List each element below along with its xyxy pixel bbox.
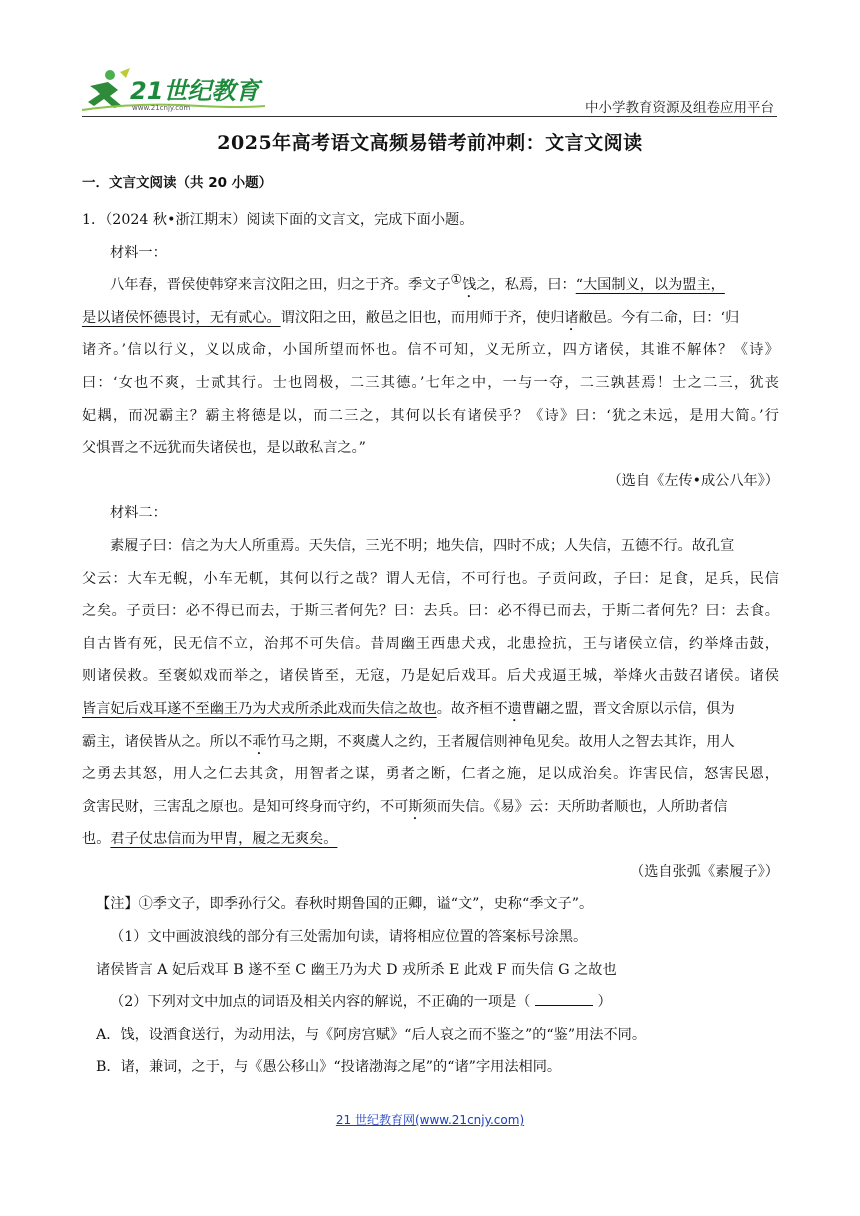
- punctuation-options: 诸侯皆言 A 妃后戏耳 B 遂不至 C 幽王乃为犬 D 戎所杀 E 此戏 F 而失信 G 之故也: [96, 961, 617, 978]
- note-marker: ①: [450, 272, 463, 288]
- logo-url: www.21cnjy.com: [132, 104, 191, 112]
- material1-line: 曰：‘女也不爽，士贰其行。士也罔极，二三其德。’七年之中，一与一夺，二三孰甚焉！士之二三，犹丧: [82, 374, 779, 391]
- source-citation: （选自张弧《素履子》）: [630, 863, 779, 880]
- material2-line: 也。君子仗忠信而为甲胄，履之无爽矣。: [82, 831, 338, 848]
- dotted-word: 斯: [408, 798, 423, 815]
- source-citation: （选自《左传•成公八年》）: [607, 472, 779, 489]
- material1-line: 是以诸侯怀德畏讨，无有贰心。谓汶阳之田，敝邑之旧也，而用师于齐，使归诸敝邑。今有二命，曰：‘归: [82, 309, 740, 326]
- platform-name: 中小学教育资源及组卷应用平台: [585, 100, 774, 116]
- material2-label: 材料二：: [110, 505, 167, 522]
- section-heading: 一．文言文阅读（共 20 小题）: [82, 175, 273, 191]
- page-header: [0, 0, 860, 124]
- material1-line: 父惧晋之不远犹而失诸侯也，是以敢私言之。”: [82, 440, 366, 457]
- logo-text: 21世纪教育: [130, 77, 260, 105]
- page-title: 2025年高考语文高频易错考前冲刺：文言文阅读: [217, 132, 643, 154]
- document-body: [82, 170, 779, 1084]
- underlined-sentence: 君子仗忠信而为甲胄，履之无爽矣。: [110, 831, 338, 848]
- dotted-word: 诸: [564, 309, 579, 326]
- material2-line: 皆言妃后戏耳遂不至幽王乃为犬戎所杀此戏而失信之故也。故齐桓不遗曹翩之盟，晋文舍原以示信，俱为: [82, 700, 735, 717]
- material2-line: 自古皆有死，民无信不立，治邦不可失信。昔周幽王西患犬戎，北患捡抗，王与诸侯立信，约举烽击鼓，: [82, 635, 779, 652]
- underlined-sentence: “大国制义，以为盟主，: [575, 277, 725, 294]
- material2-line: 之矣。子贡曰：必不得已而去，于斯三者何先？曰：去兵。曰：必不得已而去，于斯二者何先？曰：去食。: [82, 603, 779, 620]
- material1-line: 八年春，晋侯使韩穿来言汶阳之田，归之于齐。季文子①饯之，私焉，曰：“大国制义，以为盟主，: [110, 272, 725, 294]
- option-b: B．诸，兼词，之于，与《愚公移山》“投诸渤海之尾”的“诸”字用法相同。: [96, 1059, 562, 1076]
- logo: [80, 66, 265, 112]
- material2-line: 霸主，诸侯皆从之。所以不乖竹马之期，不爽虞人之约，王者履信则神龟见矣。故用人之智去其诈，用人: [82, 733, 735, 750]
- material2-line: 之勇去其怒，用人之仁去其贪，用智者之谋，勇者之断，仁者之施，足以成治矣。诈害民信，怒害民恩，: [82, 766, 779, 783]
- underlined-sentence: 是以诸侯怀德畏讨，无有贰心。: [82, 309, 281, 326]
- dotted-word: 遗: [507, 700, 522, 717]
- sub-question-2: （2）下列对文中加点的词语及相关内容的解说，不正确的一项是（ ）: [82, 986, 779, 1019]
- note-marker: ①: [138, 896, 153, 913]
- material2-line: 贪害民财，三害乱之原也。是知可终身而守约，不可斯须而失信。《易》云：天所助者顺也，人所助者信: [82, 798, 728, 815]
- annotation: 【注】①季文子，即季孙行父。春秋时期鲁国的正卿，谥“文”，史称“季文子”。: [96, 896, 594, 913]
- material2-line: 素履子曰：信之为大人所重焉。天失信，三光不明；地失信，四时不成；人失信，五德不行。故孔宣: [110, 537, 735, 554]
- header-rule: [82, 116, 777, 117]
- sub-question-1: （1）文中画波浪线的部分有三处需加句读，请将相应位置的答案标号涂黑。: [110, 929, 588, 946]
- material1-line: 诸齐。’信以行义，义以成命，小国所望而怀也。信不可知，义无所立，四方诸侯，其谁不解体？《诗》: [82, 342, 779, 359]
- answer-blank[interactable]: [535, 991, 593, 1006]
- material2-line: 父云：大车无輗，小车无軏，其何以行之哉？谓人无信，不可行也。子贡问政，子曰：足食，足兵，民信: [82, 570, 779, 587]
- wavy-underlined-sentence: 皆言妃后戏耳遂不至幽王乃为犬戎所杀此戏而失信之故也: [82, 700, 437, 717]
- dotted-word: 饯: [462, 277, 477, 294]
- material1-line: 妃耦，而况霸主？霸主将德是以，而二三之，其何以长有诸侯乎？《诗》曰：‘犹之未远，是用大简。’行: [82, 407, 779, 424]
- page-footer: [0, 1111, 860, 1128]
- material2-line: 则诸侯救。至褒姒戏而举之，诸侯皆至，无寇，乃是妃后戏耳。后犬戎逼王城，举烽火击鼓召诸侯。诸侯: [82, 668, 779, 685]
- option-a: A．饯，设酒食送行，为动用法，与《阿房宫赋》“后人哀之而不鉴之”的“鉴”用法不同。: [96, 1026, 647, 1043]
- question-stem: 1．（2024 秋•浙江期末）阅读下面的文言文，完成下面小题。: [82, 212, 474, 228]
- footer-link[interactable]: 21 世纪教育网(www.21cnjy.com): [335, 1113, 525, 1127]
- material1-label: 材料一：: [110, 244, 167, 261]
- dotted-word: 乖: [252, 733, 267, 750]
